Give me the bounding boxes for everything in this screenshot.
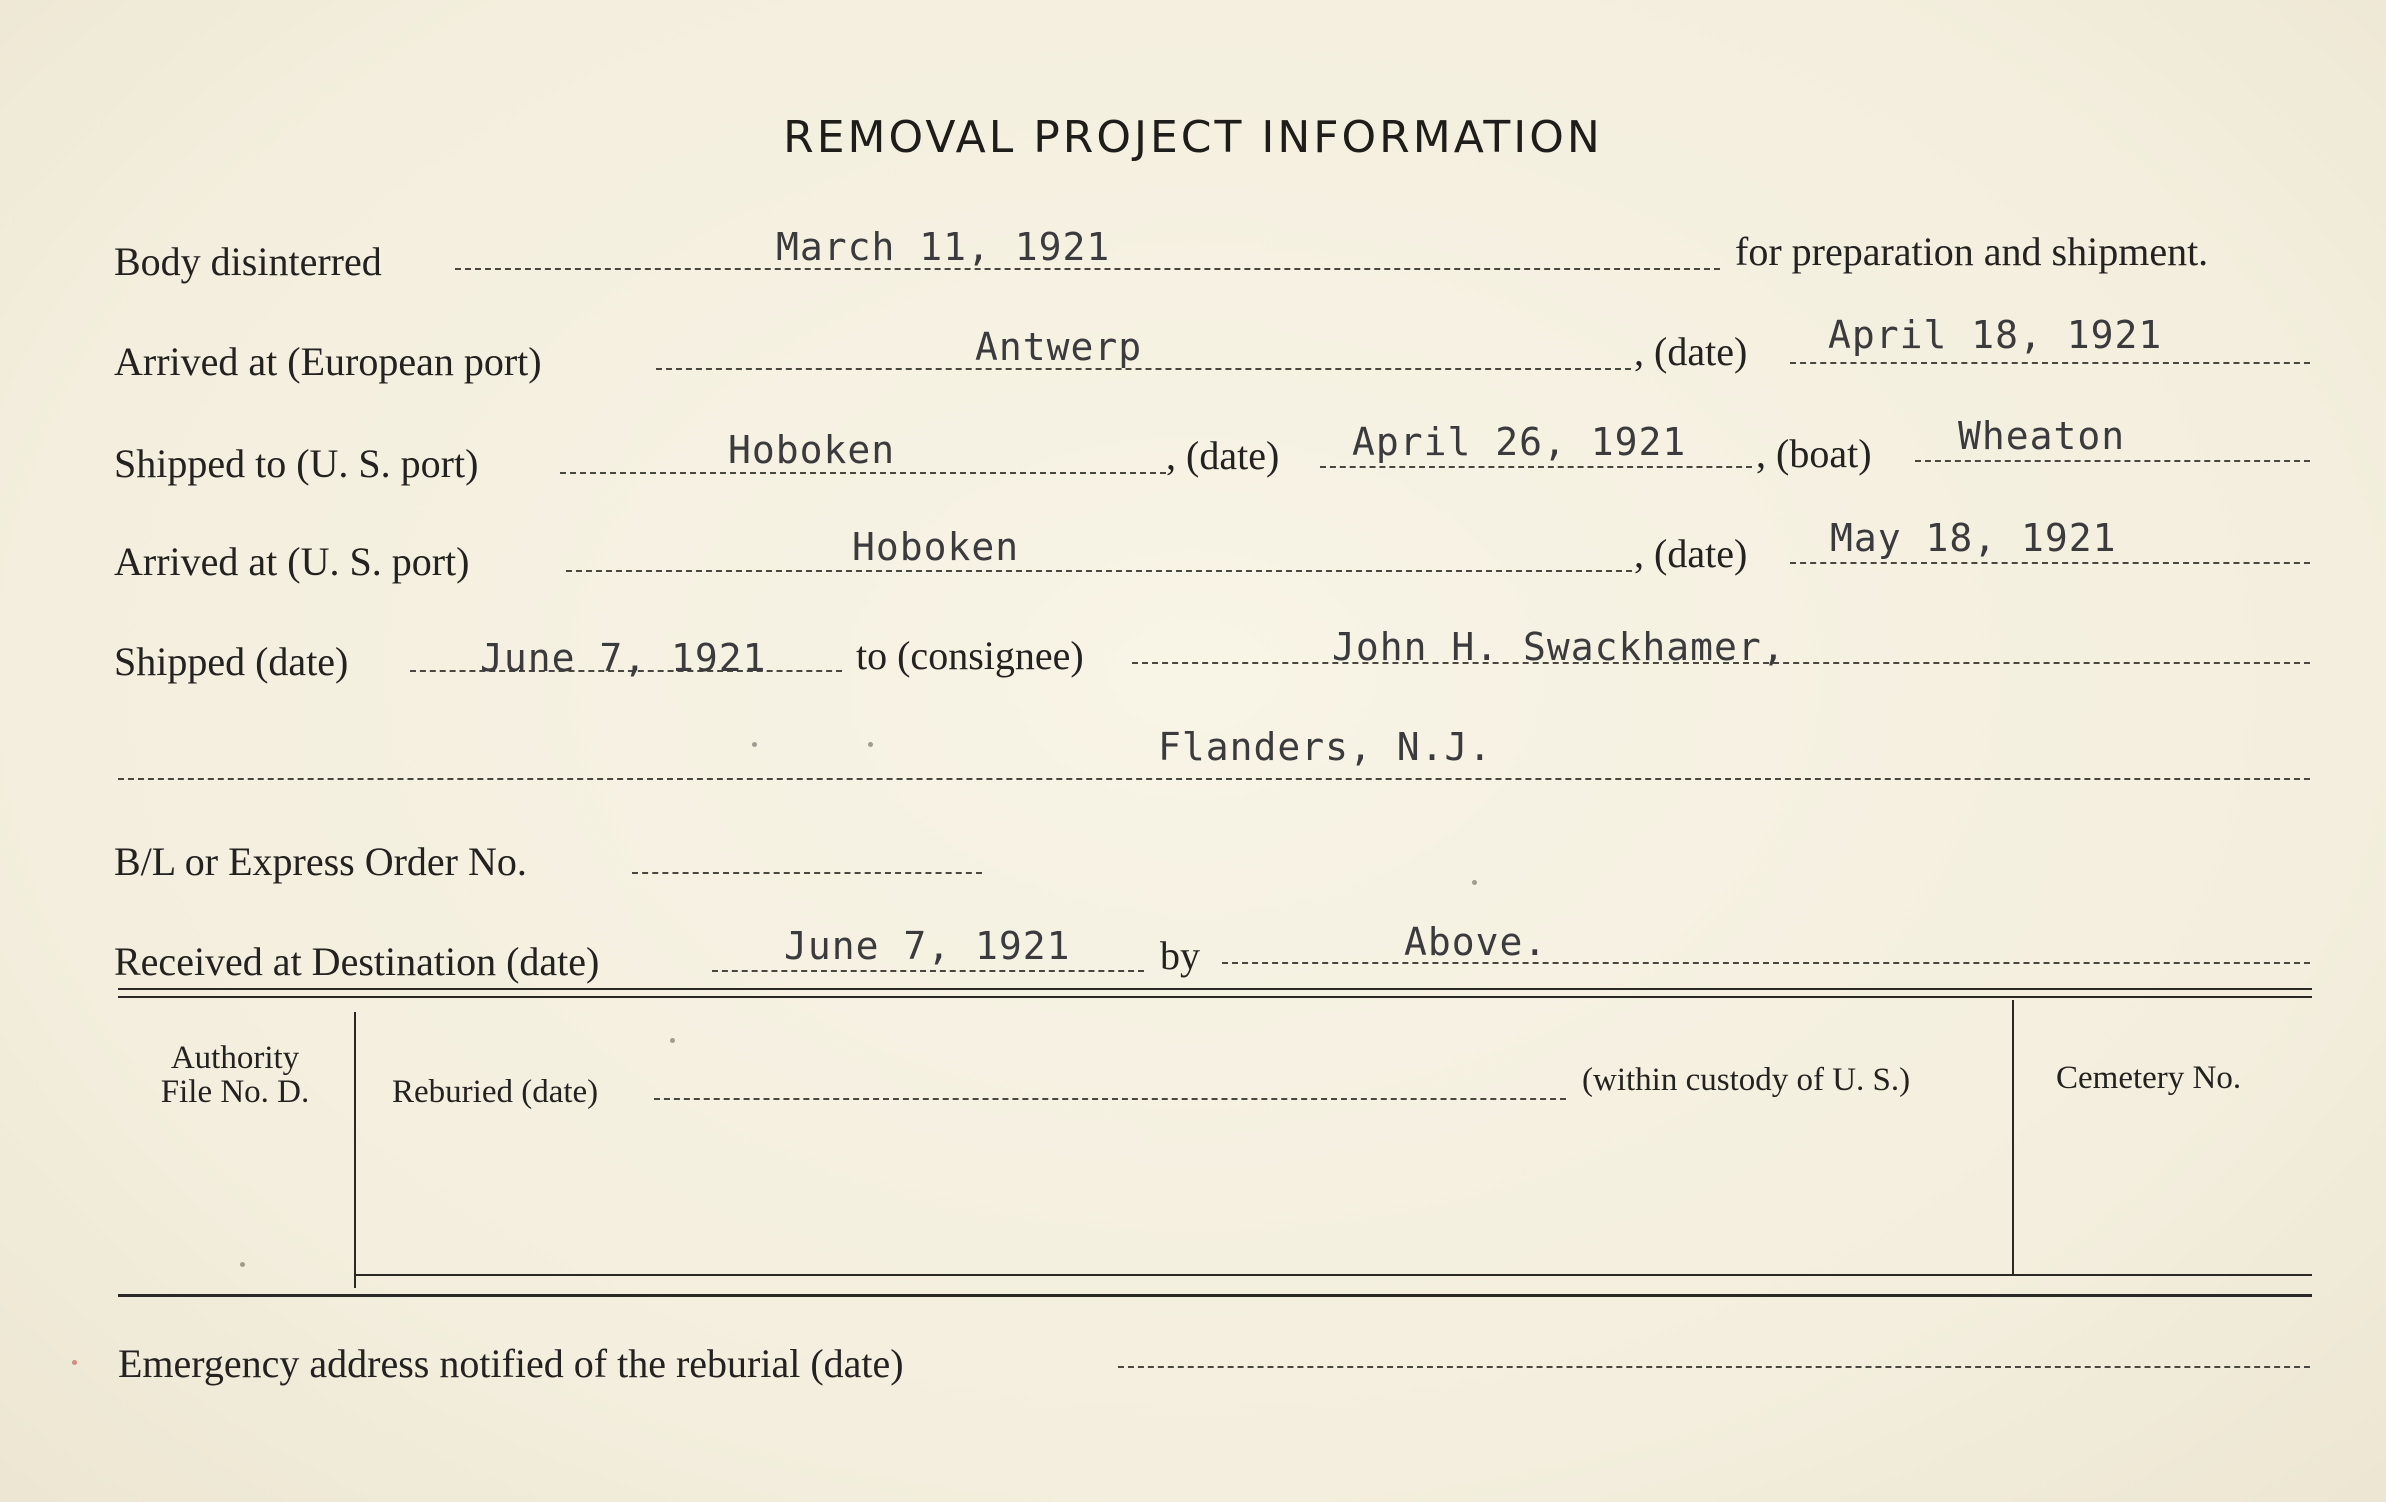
consignee-label: to (consignee) [856,633,1084,678]
arrived-us-label: Arrived at (U. S. port) [114,539,470,584]
address-value: Flanders, N.J. [1158,725,1493,769]
received-label: Received at Destination (date) [114,939,600,984]
arrived-us-date-label: , (date) [1634,531,1748,576]
shipped-date-label: Shipped (date) [114,639,349,684]
received-by-label: by [1160,933,1200,978]
arrived-us-date-value: May 18, 1921 [1830,516,2117,560]
paper-speck [752,742,757,747]
shipped-to-us-label: Shipped to (U. S. port) [114,441,479,486]
paper-speck [868,742,873,747]
body-disinterred-label: Body disinterred [114,239,382,284]
table-divider-right [2012,1000,2014,1276]
arrived-us-value: Hoboken [852,525,1020,569]
shipped-to-us-boat-line [1915,460,2310,462]
received-date-value: June 7, 1921 [784,924,1071,968]
consignee-value: John H. Swackhamer, [1332,625,1786,669]
table-divider-left [354,1012,356,1288]
shipped-date-value: June 7, 1921 [480,636,767,680]
reburied-label: Reburied (date) [392,1074,599,1110]
arrived-european-date-label: , (date) [1634,329,1748,374]
authority-label-1: Authority [170,1040,300,1076]
table-top-rule-2 [118,996,2312,998]
shipped-to-us-line [560,472,1166,474]
arrived-european-line [656,368,1631,370]
card-title: REMOVAL PROJECT INFORMATION [783,112,1603,163]
shipped-to-us-boat-value: Wheaton [1958,414,2126,458]
bl-order-label: B/L or Express Order No. [114,839,527,884]
shipped-to-us-boat-label: , (boat) [1756,431,1872,476]
shipped-to-us-value: Hoboken [728,428,896,472]
received-by-line [1222,962,2310,964]
emergency-label: Emergency address notified of the reburial (date) [118,1341,904,1386]
paper-speck [670,1038,675,1043]
paper-speck [240,1262,245,1267]
custody-label: (within custody of U. S.) [1582,1062,1911,1098]
arrived-european-date-value: April 18, 1921 [1828,313,2163,357]
bl-order-line [632,872,982,874]
table-bottom-rule [118,1294,2312,1297]
arrived-european-value: Antwerp [975,325,1143,369]
authority-label-2: File No. D. [160,1074,310,1110]
arrived-european-label: Arrived at (European port) [114,339,542,384]
shipped-to-us-date-value: April 26, 1921 [1352,420,1687,464]
cemetery-label: Cemetery No. [2056,1060,2242,1096]
reburied-line [654,1098,1566,1100]
address-line [118,778,2310,780]
received-by-value: Above. [1404,920,1548,964]
body-disinterred-suffix: for preparation and shipment. [1735,229,2209,274]
paper-speck [72,1360,77,1365]
table-top-rule-1 [118,988,2312,990]
arrived-european-date-line [1790,362,2310,364]
shipped-to-us-date-line [1320,466,1752,468]
paper-speck [1472,880,1477,885]
received-date-line [712,970,1144,972]
table-bottom-rule-inner [354,1274,2312,1276]
body-disinterred-value: March 11, 1921 [776,225,1111,269]
arrived-us-date-line [1790,562,2310,564]
emergency-line [1118,1366,2310,1368]
shipped-to-us-date-label: , (date) [1166,433,1280,478]
arrived-us-line [566,570,1632,572]
